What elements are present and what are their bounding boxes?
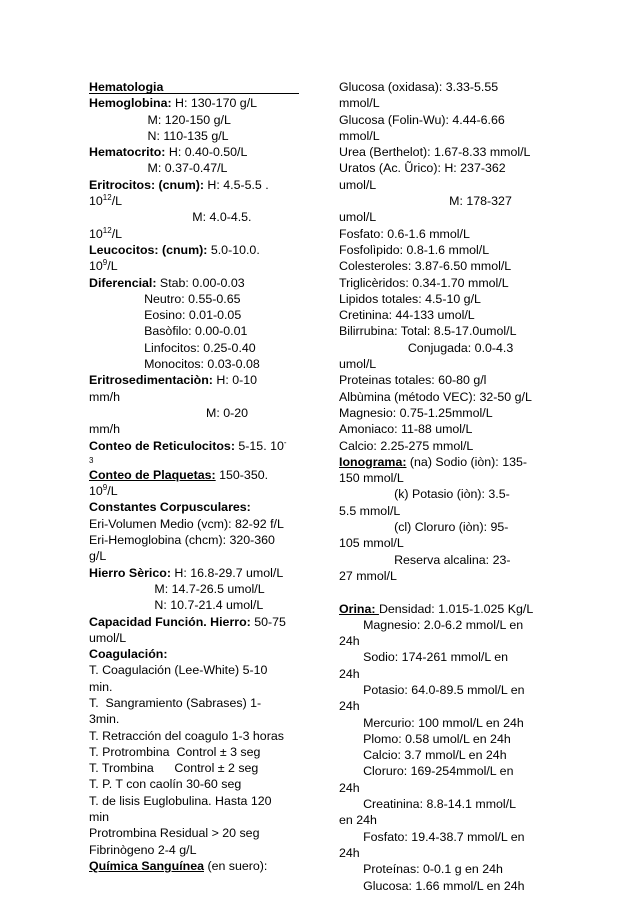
ionograma-reserva-unit: 27 mmol/L bbox=[339, 568, 397, 583]
reticulocitos-exponent-cont: 3 bbox=[89, 455, 94, 465]
bilirrubina-total: Bilirrubina: Total: 8.5-17.0umol/L bbox=[339, 324, 517, 339]
hematologia-heading-rule bbox=[89, 79, 299, 94]
diferencial-eosino: Eosino: 0.01-0.05 bbox=[89, 308, 242, 323]
coag-protrombina-residual: Protrombina Residual > 20 seg bbox=[89, 826, 260, 841]
eritrocitos-h: H: 4.5-5.5 . bbox=[203, 177, 269, 192]
eritrosed-m: M: 0-20 bbox=[89, 405, 249, 420]
hierro-label: Hierro Sèrico: bbox=[89, 565, 171, 580]
unit-base: 10 bbox=[89, 194, 103, 209]
diferencial-stab: Stab: 0.00-0.03 bbox=[156, 275, 245, 290]
reticulocitos-exponent-sign: - bbox=[283, 437, 287, 447]
unit-suffix: /L bbox=[111, 226, 123, 241]
orina-calcio: Calcio: 3.7 mmol/L en 24h bbox=[339, 748, 507, 763]
orina-potasio: Potasio: 64.0-89.5 mmol/L en bbox=[339, 682, 525, 697]
hierro-n: N: 10.7-21.4 umol/L bbox=[89, 598, 264, 613]
orina-magnesio: Magnesio: 2.0-6.2 mmol/L en bbox=[339, 617, 524, 632]
ionograma-label: Ionograma: bbox=[339, 454, 407, 469]
constantes-label: Constantes Corpusculares: bbox=[89, 500, 251, 515]
unit-suffix: /L bbox=[107, 259, 118, 274]
ionograma-line bbox=[339, 454, 551, 470]
capacidad-label: Capacidad Función. Hierro: bbox=[89, 614, 251, 629]
reticulocitos-label: Conteo de Reticulocitos: bbox=[89, 438, 235, 453]
ionograma-sodio-unit: 150 mmol/L bbox=[339, 471, 404, 486]
glucosa-oxidasa: Glucosa (oxidasa): 3.33-5.55 bbox=[339, 80, 499, 94]
capacidad-line bbox=[89, 614, 303, 630]
hemoglobina-label: Hemoglobina: bbox=[89, 96, 172, 111]
bilirrubina-conj-unit: umol/L bbox=[339, 357, 377, 372]
uratos-h-unit: umol/L bbox=[339, 177, 377, 192]
constantes-vcm: Eri-Volumen Medio (vcm): 82-92 f/L bbox=[89, 516, 284, 531]
eritrocitos-m-unit bbox=[89, 226, 303, 242]
unit-suffix: /L bbox=[107, 484, 118, 499]
diferencial-label: Diferencial: bbox=[89, 275, 157, 290]
orina-densidad: Densidad: 1.015-1.025 Kg/L bbox=[378, 601, 534, 616]
hemoglobina-h: H: 130-170 g/L bbox=[171, 96, 258, 111]
hierro-m: M: 14.7-26.5 umol/L bbox=[89, 581, 265, 596]
hematocrito-label: Hematocrito: bbox=[89, 145, 166, 160]
hematocrito-line bbox=[89, 144, 303, 160]
coag-caolin: T. P. T con caolín 30-60 seg bbox=[89, 777, 242, 792]
diferencial-linfocitos: Linfocitos: 0.25-0.40 bbox=[89, 340, 256, 355]
eritrocitos-h-unit bbox=[89, 193, 303, 209]
uratos-m-unit: umol/L bbox=[339, 210, 377, 225]
unit-base: 10 bbox=[89, 226, 103, 241]
hierro-line bbox=[89, 565, 303, 581]
diferencial-neutro: Neutro: 0.55-0.65 bbox=[89, 291, 241, 306]
magnesio: Magnesio: 0.75-1.25mmol/L bbox=[339, 405, 493, 420]
albumina: Albùmina (método VEC): 32-50 g/L bbox=[339, 389, 532, 404]
glucosa-oxidasa-unit: mmol/L bbox=[339, 96, 380, 111]
coag-lisis-unit: min bbox=[89, 810, 109, 825]
plaquetas-line bbox=[89, 467, 303, 483]
glucosa-folin-unit: mmol/L bbox=[339, 128, 380, 143]
unit-base: 10 bbox=[89, 484, 103, 499]
hematocrito-h: H: 0.40-0.50/L bbox=[165, 145, 248, 160]
coag-sangramiento: T. Sangramiento (Sabrases) 1- bbox=[89, 695, 262, 710]
orina-glucosa: Glucosa: 1.66 mmol/L en 24h bbox=[339, 878, 525, 893]
diferencial-monocitos: Monocitos: 0.03-0.08 bbox=[89, 357, 260, 372]
orina-line bbox=[339, 601, 551, 617]
diferencial-line bbox=[89, 275, 303, 291]
unit-exponent: 9 bbox=[102, 483, 108, 493]
orina-sodio-unit: 24h bbox=[339, 666, 360, 681]
hemoglobina-n: N: 110-135 g/L bbox=[89, 128, 229, 143]
calcio: Calcio: 2.25-275 mmol/L bbox=[339, 438, 474, 453]
orina-proteinas: Proteínas: 0-0.1 g en 24h bbox=[339, 862, 503, 877]
fosfolipido: Fosfolìpido: 0.8-1.6 mmol/L bbox=[339, 242, 490, 257]
orina-plomo: Plomo: 0.58 umol/L en 24h bbox=[339, 731, 511, 746]
quimica-line bbox=[89, 858, 303, 874]
hematologia-heading-line bbox=[89, 79, 303, 95]
orina-label: Orina: bbox=[339, 601, 379, 616]
unit-suffix: /L bbox=[111, 194, 123, 209]
ionograma-reserva: Reserva alcalina: 23- bbox=[339, 552, 511, 567]
plaquetas-unit bbox=[89, 483, 303, 499]
hemoglobina-line bbox=[89, 95, 303, 111]
fosfato: Fosfato: 0.6-1.6 mmol/L bbox=[339, 226, 470, 241]
orina-creatinina: Creatinina: 8.8-14.1 mmol/L bbox=[339, 797, 516, 812]
coag-lisis: T. de lisis Euglobulina. Hasta 120 bbox=[89, 793, 272, 808]
proteinas: Proteinas totales: 60-80 g/l bbox=[339, 373, 487, 388]
eritrosed-line bbox=[89, 372, 303, 388]
leucocitos-value: 5.0-10.0. bbox=[207, 242, 260, 257]
coag-sangramiento-unit: 3min. bbox=[89, 712, 120, 727]
plaquetas-value: 150-350. bbox=[215, 467, 269, 482]
right-column bbox=[339, 79, 551, 894]
coag-protrombina: T. Protrombina Control ± 3 seg bbox=[89, 744, 261, 759]
coag-lee-white-unit: min. bbox=[89, 679, 113, 694]
cretinina: Cretinina: 44-133 umol/L bbox=[339, 308, 475, 323]
orina-cloruro-unit: 24h bbox=[339, 780, 360, 795]
orina-cloruro: Cloruro: 169-254mmol/L en bbox=[339, 764, 514, 779]
urea: Urea (Berthelot): 1.67-8.33 mmol/L bbox=[339, 145, 531, 160]
orina-fosfato: Fosfato: 19.4-38.7 mmol/L en bbox=[339, 829, 525, 844]
orina-mercurio: Mercurio: 100 mmol/L en 24h bbox=[339, 715, 524, 730]
bilirrubina-conj: Conjugada: 0.0-4.3 bbox=[339, 340, 514, 355]
coagulacion-label: Coagulación: bbox=[89, 647, 168, 662]
uratos-m: M: 178-327 bbox=[339, 194, 512, 209]
colesteroles: Colesteroles: 3.87-6.50 mmol/L bbox=[339, 259, 512, 274]
unit-exponent: 12 bbox=[102, 225, 112, 235]
ionograma-cloruro: (cl) Cloruro (iòn): 95- bbox=[339, 520, 509, 535]
eritrosed-h: H: 0-10 bbox=[212, 373, 258, 388]
coag-lee-white: T. Coagulación (Lee-White) 5-10 bbox=[89, 663, 268, 678]
uratos-h: Uratos (Ac. Ũrico): H: 237-362 bbox=[339, 161, 506, 176]
ionograma-sodio: (na) Sodio (iòn): 135- bbox=[406, 454, 527, 469]
lipidos: Lipidos totales: 4.5-10 g/L bbox=[339, 291, 481, 306]
glucosa-folin: Glucosa (Folin-Wu): 4.44-6.66 bbox=[339, 112, 505, 127]
leucocitos-unit bbox=[89, 258, 303, 274]
plaquetas-label: Conteo de Plaquetas: bbox=[89, 467, 216, 482]
eritrosed-label: Eritrosedimentaciòn: bbox=[89, 373, 213, 388]
eritrocitos-label: Eritrocitos: (cnum): bbox=[89, 177, 204, 192]
hierro-h: H: 16.8-29.7 umol/L bbox=[170, 565, 284, 580]
orina-creatinina-unit: en 24h bbox=[339, 813, 377, 828]
orina-potasio-unit: 24h bbox=[339, 699, 360, 714]
left-column bbox=[89, 79, 303, 874]
leucocitos-label: Leucocitos: (cnum): bbox=[89, 242, 208, 257]
eritrosed-h-unit: mm/h bbox=[89, 389, 120, 404]
amoniaco: Amoniaco: 11-88 umol/L bbox=[339, 422, 473, 437]
hematologia-heading: Hematologia bbox=[89, 80, 164, 94]
constantes-chcm-unit: g/L bbox=[89, 549, 107, 564]
orina-sodio: Sodio: 174-261 mmol/L en bbox=[339, 650, 508, 665]
capacidad-value: 50-75 bbox=[250, 614, 286, 629]
unit-base: 10 bbox=[89, 259, 103, 274]
unit-exponent: 9 bbox=[102, 258, 108, 268]
hemoglobina-m: M: 120-150 g/L bbox=[89, 112, 231, 127]
orina-fosfato-unit: 24h bbox=[339, 845, 360, 860]
hematocrito-m: M: 0.37-0.47/L bbox=[89, 161, 228, 176]
ionograma-potasio-unit: 5.5 mmol/L bbox=[339, 503, 401, 518]
trigliceridos: Triglicèridos: 0.34-1.70 mmol/L bbox=[339, 275, 509, 290]
eritrosed-m-unit: mm/h bbox=[89, 422, 120, 437]
reticulocitos-value: 5-15. 10 bbox=[234, 438, 284, 453]
coag-trombina: T. Trombina Control ± 2 seg bbox=[89, 761, 259, 776]
coag-retraccion: T. Retracción del coagulo 1-3 horas bbox=[89, 728, 284, 743]
reticulocitos-line bbox=[89, 438, 303, 454]
quimica-label: Química Sanguínea bbox=[89, 858, 204, 873]
unit-exponent: 12 bbox=[102, 193, 112, 203]
orina-magnesio-unit: 24h bbox=[339, 634, 360, 649]
ionograma-potasio: (k) Potasio (iòn): 3.5- bbox=[339, 487, 510, 502]
quimica-suffix: (en suero): bbox=[204, 858, 268, 873]
coag-fibrinogeno: Fibrinògeno 2-4 g/L bbox=[89, 842, 197, 857]
eritrocitos-line bbox=[89, 177, 303, 193]
capacidad-unit: umol/L bbox=[89, 630, 127, 645]
constantes-chcm: Eri-Hemoglobina (chcm): 320-360 bbox=[89, 533, 275, 548]
eritrocitos-m: M: 4.0-4.5. bbox=[89, 210, 252, 225]
diferencial-basofilo: Basòfilo: 0.00-0.01 bbox=[89, 324, 248, 339]
leucocitos-line bbox=[89, 242, 303, 258]
section-spacer bbox=[339, 584, 551, 600]
ionograma-cloruro-unit: 105 mmol/L bbox=[339, 536, 404, 551]
